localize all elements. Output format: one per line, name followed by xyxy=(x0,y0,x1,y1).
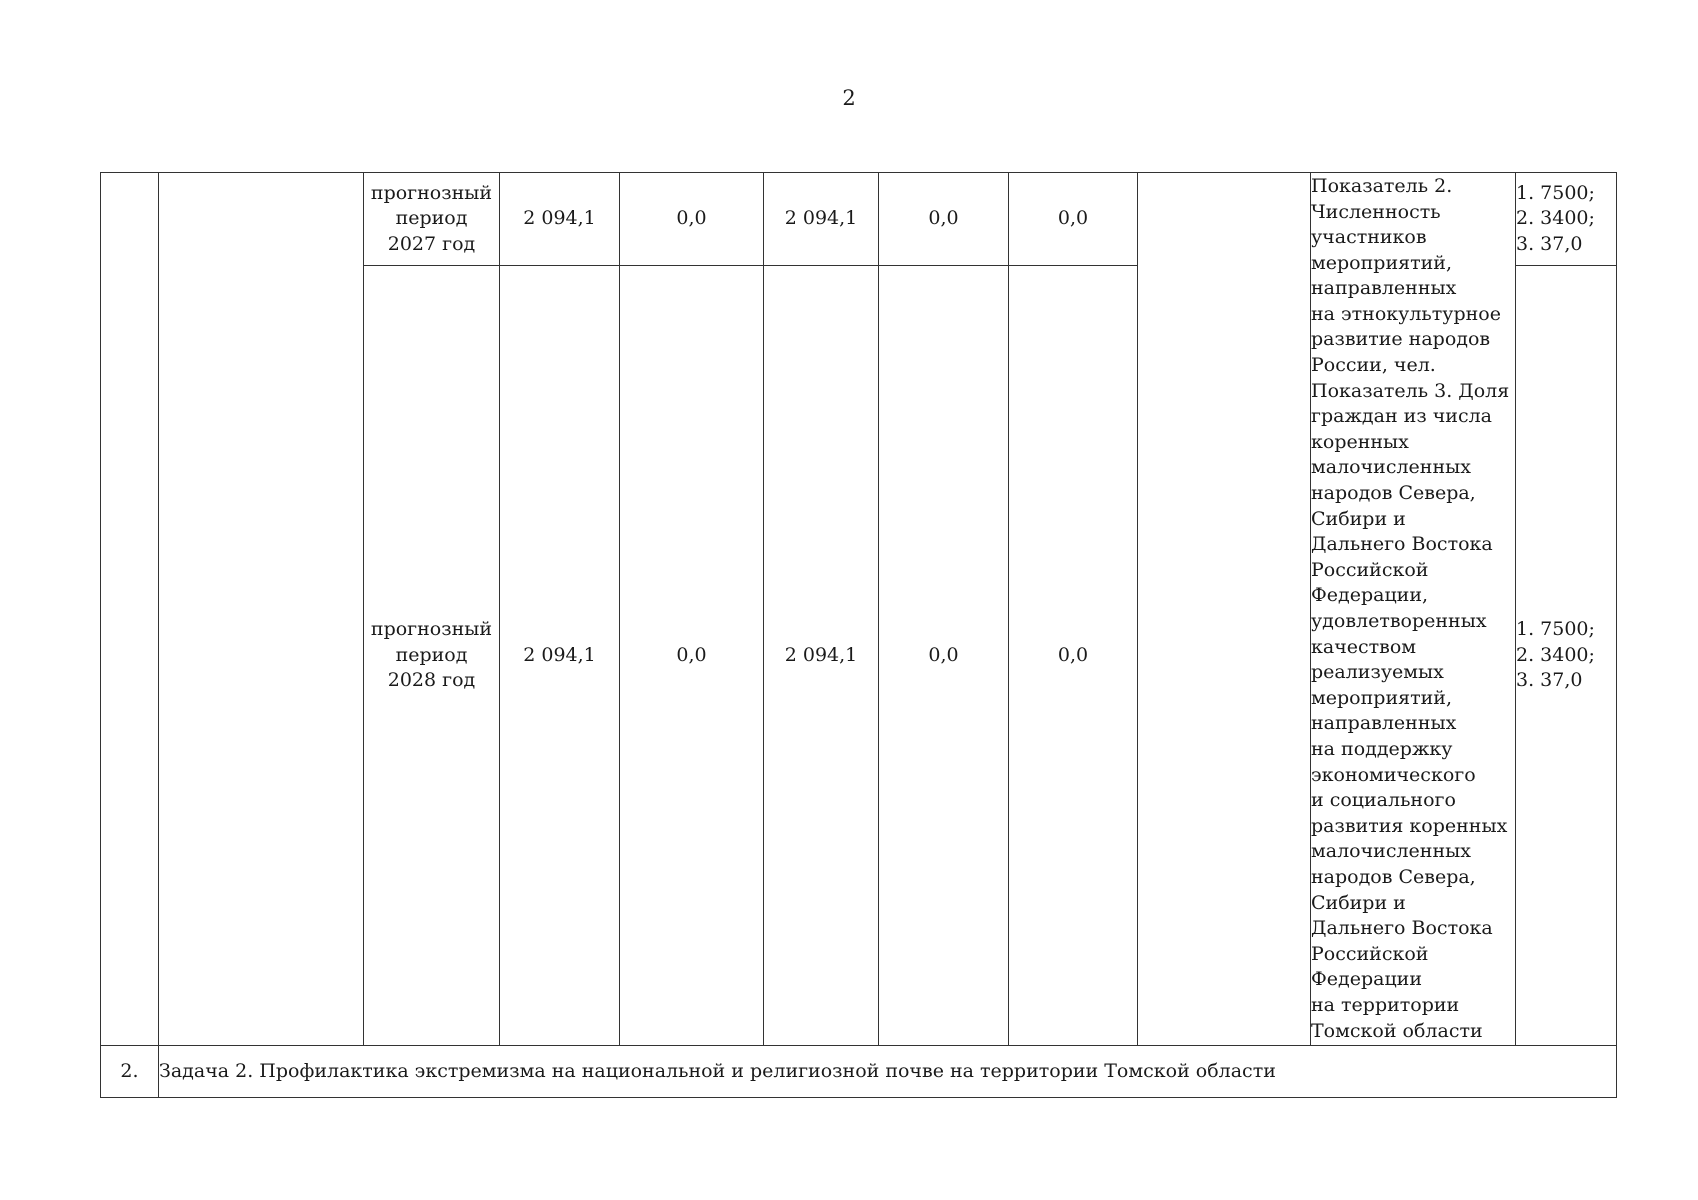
table-row xyxy=(101,173,1617,266)
amount-regional-cell: 2 094,1 xyxy=(764,173,879,266)
indicator-values-cell: 1. 7500; 2. 3400; 3. 37,0 xyxy=(1516,173,1617,266)
task-number-cell: 2. xyxy=(101,1046,159,1098)
executor-cell-empty xyxy=(1138,173,1311,1046)
amount-federal-cell: 0,0 xyxy=(620,173,764,266)
period-cell: прогнозный период 2027 год xyxy=(364,173,500,266)
amount-total-cell: 2 094,1 xyxy=(500,173,620,266)
task-text-cell: Задача 2. Профилактика экстремизма на национальной и религиозной почве на территории Томской области xyxy=(159,1046,1617,1098)
indicator-values-cell: 1. 7500; 2. 3400; 3. 37,0 xyxy=(1516,266,1617,1046)
period-cell: прогнозный период 2028 год xyxy=(364,266,500,1046)
event-name-cell-empty xyxy=(159,173,364,1046)
row-number-cell-empty xyxy=(101,173,159,1046)
amount-local-cell: 0,0 xyxy=(879,173,1009,266)
amount-regional-cell: 2 094,1 xyxy=(764,266,879,1046)
amount-local-cell: 0,0 xyxy=(879,266,1009,1046)
indicators-cell: Показатель 2. Численность участников мероприятий, направленных на этнокультурное развитие народов России, чел. Показатель 3. Доля граждан из числа коренных малочисленных народов Севера, Сибири и Дальнего Востока Российской Федерации, удовлетворенных качеством реализуемых мероприятий, направленных на поддержку экономического и социального развития коренных малочисленных народов Севера, Сибири и Дальнего Востока Российской Федерации на территории Томской области xyxy=(1311,173,1516,1046)
amount-other-cell: 0,0 xyxy=(1009,173,1138,266)
program-table xyxy=(100,172,1617,1098)
page-number: 2 xyxy=(842,86,856,110)
amount-federal-cell: 0,0 xyxy=(620,266,764,1046)
task-row xyxy=(101,1046,1617,1098)
amount-total-cell: 2 094,1 xyxy=(500,266,620,1046)
amount-other-cell: 0,0 xyxy=(1009,266,1138,1046)
